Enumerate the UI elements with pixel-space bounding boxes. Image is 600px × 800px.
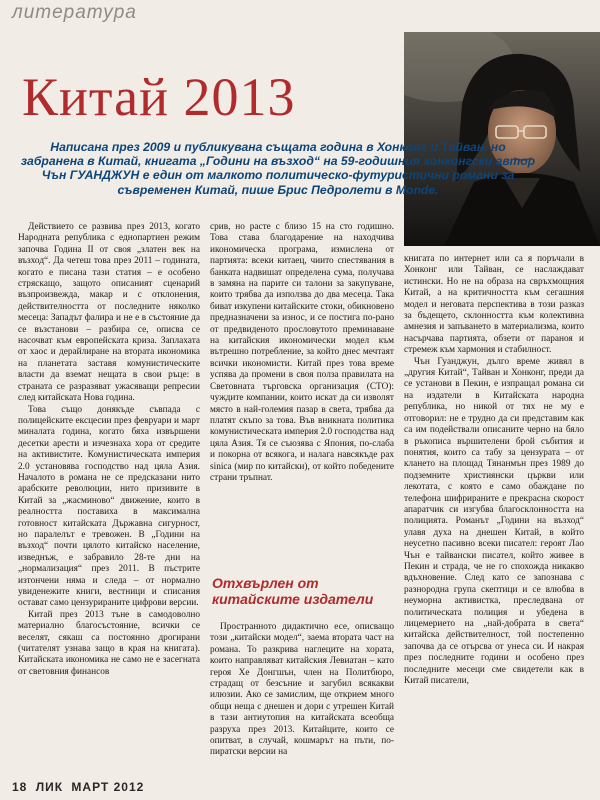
author-photo — [404, 32, 600, 246]
paragraph: книгата по интернет или са я поръчали в Хонконг или Тайван, се наслаждават истински. Но не на образа на свръхмощния Китай, а на критичността към сегашния модел и неговата перспектива в този разказ за бъдещето, склонността към колективна амнезия и запъването в материализма, които насърчава партията, обзети от параноя и стремеж към хармония и стабилност. — [404, 254, 584, 356]
text-column-2-continued — [210, 622, 394, 776]
page-number: 18 — [12, 780, 28, 794]
paragraph: Това също донякъде съвпада с полицейските ексцесии през февруари и март миналата година, когато бяха извършени десетки арести и изчезнаха хора от средите на активистите. Комунистическата империя 2.0 установява господство над цяла Азия. Началото в романа не се предсказани нито арабските революции, нито призивите в Китай за „жасминово“ движение, които в реалността поставиха в максимална готовност китайската Държавна сигурност, но паралелът е тревожен. В „Години на възход“ почти цялото китайско население, изведнъж, е забравило 28-те дни на „нормализация“ през 2011. В пъстрите изтончени няма и следа – от нормално увиденежите книги, вестници и списания остават само цензурираните цифрови версии. — [18, 404, 200, 609]
paragraph: Китай през 2013 тъне в самодоволно материално благосъстояние, всички се веселят, сякаш са постоянно дрогирани (читателят узнава защо в края на книгата). Китайската икономика не само не е засегната от световния финансов — [18, 609, 200, 677]
paragraph: Действието се развива през 2013, когато Народната република с еднопартиен режим започва Година II от своя „златен век на възход“. Да четеш това през 2011 – годината, когато е писана тази статия – е особено стряскащо, защото описаният сценарий възпроизвежда, макар и с отклонения, действителността от последните няколко месеца: Западът фалира и не е в състояние да се възстанови – разбира се, описва се насочват към европейската криза. Заплахата от хаос и дерайлиране на втората икономика на планетата заставя комунистическите власти да вземат нещата в свои ръце: в страната се разразяват ужасяващи репресии след китайската Нова година. — [18, 222, 200, 404]
text-column-2 — [210, 222, 394, 568]
page-footer — [12, 780, 148, 794]
section-subheading: Отхвърлен от китайските издатели — [212, 575, 374, 607]
article-lead: Написана през 2009 и публикувана същата година в Хонконг и Тайван, но забранена в Китай, книгата „Години на възход“ на 59-годишния хонконгски автор Чън ГУАНДЖУН е един от малкото политическо-футуристични романи за съвременен Китай, пише Брис Педролети в Monde. — [20, 140, 536, 197]
magazine-name: ЛИК — [35, 780, 64, 794]
paragraph: Пространното дидактично есе, описващо този „китайски модел“, заема втората част на романа. То разкрива наглеците на хората, които направляват китайския Левиатан – като героя Хе Донгшън, член на Политбюро, страдащ от безсъние и загубил всякакви илюзии. Ако се замислим, ще открием много общи неща с днешен и дори с утрешен Китай в тази антиутопия на китайската всеобща разруха през 2013. Китайците, които се опитват, в случай, кошмарът на пъти, по-пиратски версии на — [210, 622, 394, 758]
article-title: Китай 2013 — [22, 67, 296, 127]
section-label: литература — [12, 2, 137, 23]
text-column-3 — [404, 254, 584, 776]
issue-date: МАРТ 2012 — [71, 780, 145, 794]
paragraph: Чън Гуанджун, дълго време живял в „другия Китай“, Тайван и Хонконг, преди да се установи в Пекин, е изпращал романа си на издатели в Китайската народна република, но никой от тях не му е отговорил: не е трудно да си представим как са им подействали описаните черно на бяло в ръкописа вършителени брой събития и понятия, които са табу за цензурата – от клането на площад Тянанмън през 1989 до подземните християнски църкви или лекотата, с която е само обаждане по телефона шифрираните е прекрасна скорост апаратчик си изгубва благосклонността на полицията. Романът „Години на възход“ улавя духа на днешен Китай, в който неусетно пасивно всеки писател: героят Лао Чън е тайвански писател, който живее в Пекин и страда, че не го спохожда никакво вдъхновение. След като се запознава с разнородна група скептици и се влюбва в неуморна активистка, преследвана от политическата полиция и убедена в лицемерието на „най-добрата в света“ китайска действителност, той постепенно започва да се отърсва от унеса си. И накрая през последните години и особено през последните месеци сме свидетели как в Китай писатели, — [404, 356, 584, 687]
text-column-1 — [18, 222, 200, 776]
paragraph: срив, но расте с близо 15 на сто годишно. Това става благодарение на находчива икономическа програма, измислена от партията: всеки китаец, чиито спестявания в банката надвишат определена сума, получава в замяна на парите си талони за закупуване, които трябва да използва до два месеца. Така биват изкупени китайските стоки, обикновено предназначени за износ, и се постига по-рано от предвиденото прословутото преминаване на китайския икономически модел към вътрешно потребление, за който днес мечтаят всички икономисти. Китай през това време успява да промени в своя полза правилата на Световната търговска организация (СТО): чуждите компании, които искат да си изволят място в най-големия пазар в света, трябва да платят скъпо за това. Във вникната политика комунистическата империя 2.0 господства над цяла Азия. Тя се съюзява с Япония, по-слаба и покорна от всякога, и налага навсякъде pax sinica (мир по китайски), от който победените страни тръпнат. — [210, 222, 394, 483]
author-portrait-icon — [404, 32, 600, 246]
